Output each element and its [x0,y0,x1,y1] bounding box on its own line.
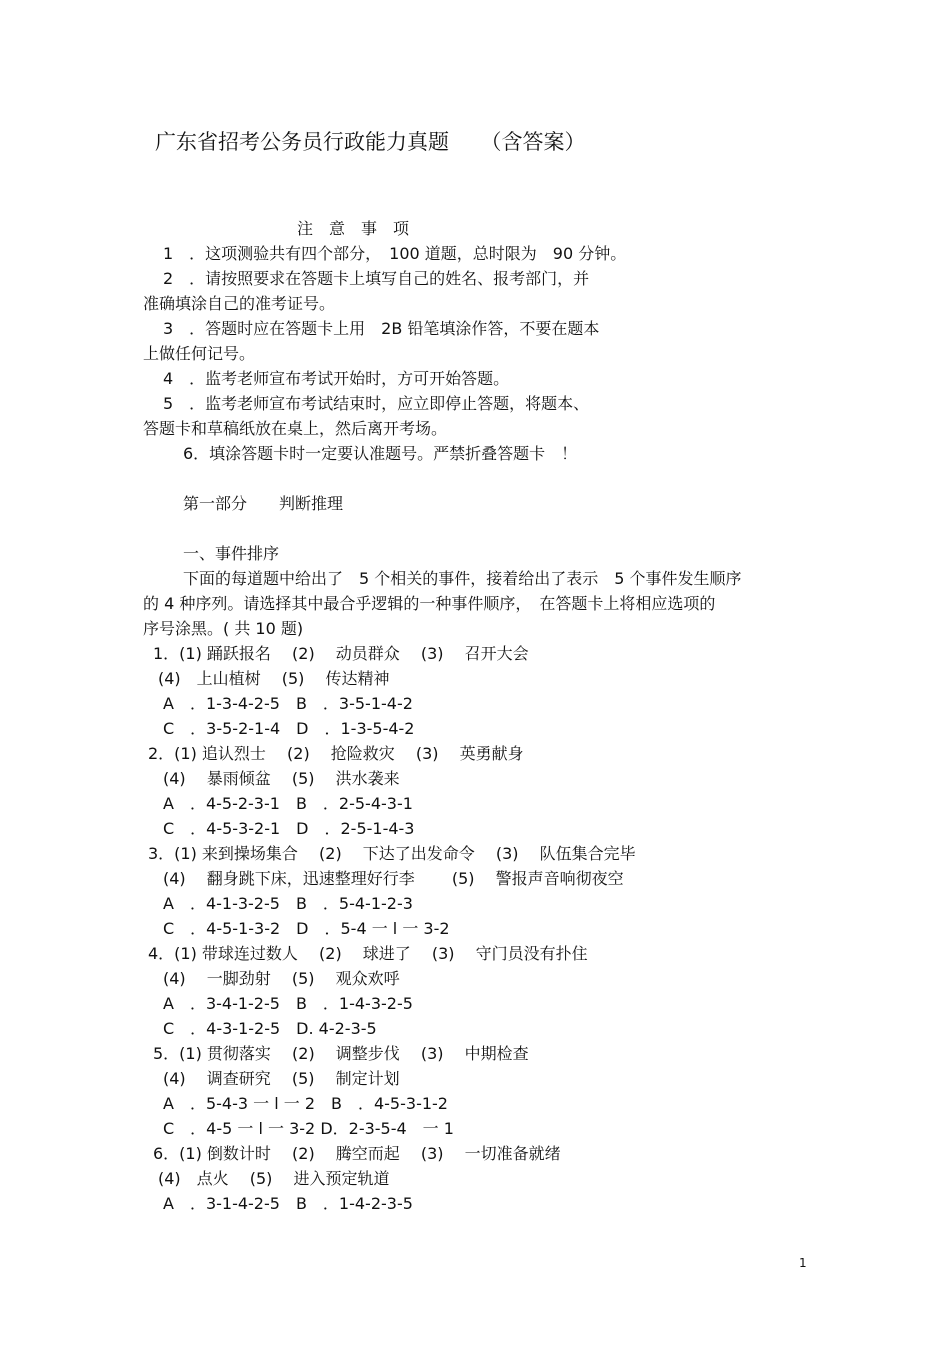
question-line: 5．(1) 贯彻落实 (2) 调整步伐 (3) 中期检查 [153,1044,529,1063]
question-line: (4) 翻身跳下床，迅速整理好行李 (5) 警报声音响彻夜空 [163,869,624,888]
notice-line: 答题卡和草稿纸放在桌上，然后离开考场。 [143,419,448,438]
section-heading: 一、事件排序 [183,544,280,563]
notice-line: 3 ．答题时应在答题卡上用 2B 铅笔填涂作答，不要在题本 [163,319,600,338]
question-option: A ．4-5-2-3-1 B ．2-5-4-3-1 [163,794,413,813]
question-option: A ．3-4-1-2-5 B ．1-4-3-2-5 [163,994,413,1013]
question-option: A ．1-3-4-2-5 B ．3-5-1-4-2 [163,694,413,713]
question-line: 1．(1) 踊跃报名 (2) 动员群众 (3) 召开大会 [153,644,529,663]
question-option: A ．4-1-3-2-5 B ．5-4-1-2-3 [163,894,413,913]
instruction-line: 的 4 种序列。请选择其中最合乎逻辑的一种事件顺序， 在答题卡上将相应选项的 [143,594,716,613]
part-heading: 第一部分 判断推理 [183,494,344,513]
question-option: C ．4-5-1-3-2 D ．5-4 一 l 一 3-2 [163,919,450,938]
page-number: 1 [799,1256,807,1270]
question-option: C ．3-5-2-1-4 D ．1-3-5-4-2 [163,719,415,738]
notice-line: 4 ．监考老师宣布考试开始时，方可开始答题。 [163,369,510,388]
question-line: (4) 暴雨倾盆 (5) 洪水袭来 [163,769,400,788]
question-line: (4) 点火 (5) 进入预定轨道 [158,1169,390,1188]
question-line: 2．(1) 追认烈士 (2) 抢险救灾 (3) 英勇献身 [148,744,524,763]
notice-line: 2 ．请按照要求在答题卡上填写自己的姓名、报考部门，并 [163,269,590,288]
notice-line: 1 ．这项测验共有四个部分， 100 道题，总时限为 90 分钟。 [163,244,627,263]
question-option: C ．4-5 一 l 一 3-2 D．2-3-5-4 一 1 [163,1119,454,1138]
question-option: A ．3-1-4-2-5 B ．1-4-2-3-5 [163,1194,413,1213]
question-line: 6．(1) 倒数计时 (2) 腾空而起 (3) 一切准备就绪 [153,1144,561,1163]
question-line: 4．(1) 带球连过数人 (2) 球进了 (3) 守门员没有扑住 [148,944,588,963]
instruction-line: 序号涂黑。( 共 10 题) [143,619,304,638]
page-title: 广东省招考公务员行政能力真题 （含答案） [155,130,586,154]
question-option: A ．5-4-3 一 l 一 2 B ．4-5-3-1-2 [163,1094,448,1113]
question-line: (4) 调查研究 (5) 制定计划 [163,1069,400,1088]
notice-line: 6．填涂答题卡时一定要认准题号。严禁折叠答题卡 ！ [183,444,578,463]
question-option: C ．4-3-1-2-5 D. 4-2-3-5 [163,1019,377,1038]
question-option: C ．4-5-3-2-1 D ．2-5-1-4-3 [163,819,415,838]
notice-heading: 注 意 事 项 [297,219,410,238]
notice-line: 上做任何记号。 [143,344,256,363]
notice-line: 准确填涂自己的准考证号。 [143,294,336,313]
instruction-line: 下面的每道题中给出了 5 个相关的事件，接着给出了表示 5 个事件发生顺序 [183,569,742,588]
question-line: (4) 上山植树 (5) 传达精神 [158,669,390,688]
question-line: 3．(1) 来到操场集合 (2) 下达了出发命令 (3) 队伍集合完毕 [148,844,636,863]
notice-line: 5 ．监考老师宣布考试结束时，应立即停止答题，将题本、 [163,394,590,413]
question-line: (4) 一脚劲射 (5) 观众欢呼 [163,969,400,988]
